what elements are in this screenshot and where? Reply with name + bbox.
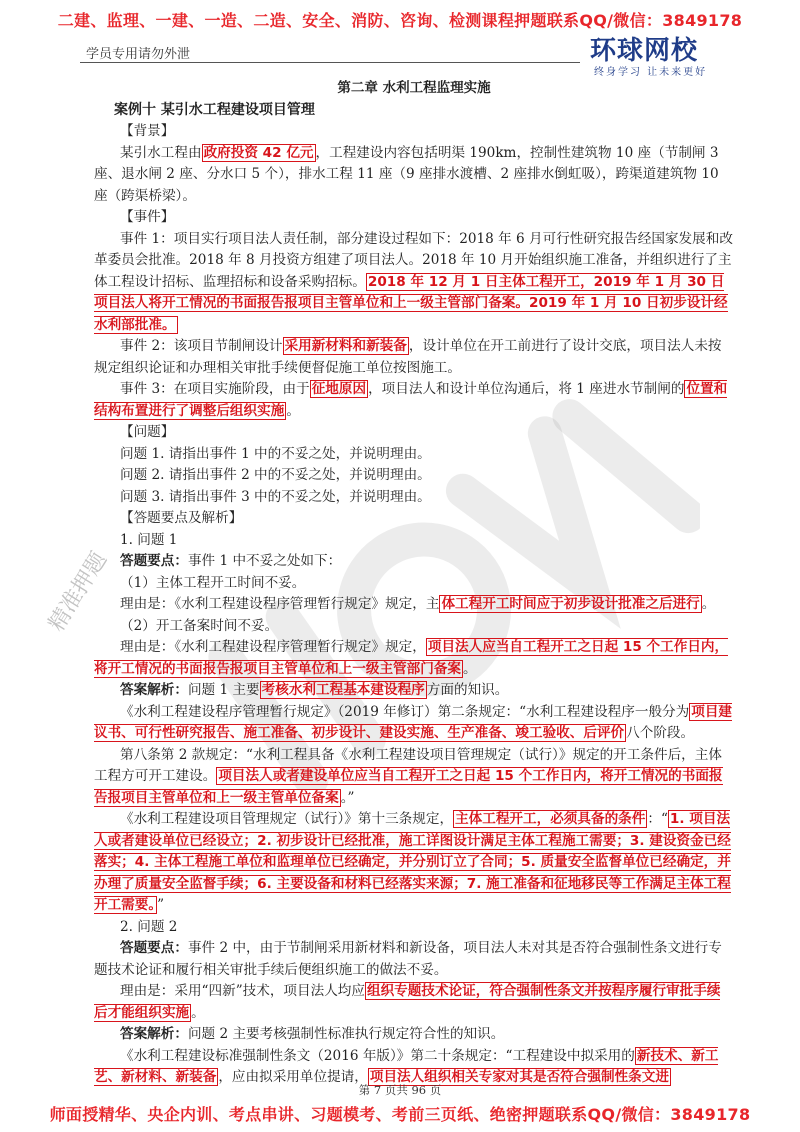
q1-quote-2	[94, 745, 734, 810]
highlight-q1-quote-2: 项目法人或者建设单位应当自工程开工之日起 15 个工作日内，将开工情况的书面报告报项目主管单位和上一级主管单位备案	[94, 768, 723, 806]
case-title: 案例十 某引水工程建设项目管理	[114, 101, 315, 118]
highlight-q1-analysis: 考核水利工程基本建设程序	[261, 682, 425, 698]
q2-reason-end: 。	[191, 1004, 205, 1021]
questions-label: 【问题】	[120, 424, 175, 440]
logo-slogan: 终身学习 让未来更好	[594, 67, 708, 78]
question-item: 问题 3. 请指出事件 3 中的不妥之处，并说明理由。	[120, 488, 431, 505]
event-1-text: 事件 1：项目实行项目法人责任制，部分建设过程如下：2018 年 6 月可行性研究报告经国家发展和改革委员会批准。2018 年 8 月投资方组建了项目法人。2018 年 10 月开始组织施工准备，并组织进行了主体工程设计招标、监理招标和设备采购招标。	[94, 230, 733, 290]
highlight-q1-quote-1: 项目建议书、可行性研究报告、施工准备、初步设计、建设实施、生产准备、竣工验收、后评价	[94, 703, 733, 741]
q1-analysis-text: 问题 1 主要	[187, 682, 260, 698]
header-divider	[80, 62, 580, 63]
highlight-q1-reason-2: 项目法人应当自工程开工之日起 15 个工作日内，将开工情况的书面报告报项目主管单位和上一级主管部门备案	[94, 639, 729, 677]
header-confidential-note: 学员专用请勿外泄	[86, 47, 191, 62]
highlight-event-2: 采用新材料和新装备	[284, 338, 407, 354]
highlight-q1-quote-3a: 主体工程开工，必须具备的条件	[455, 811, 646, 827]
q2-reason	[94, 981, 734, 1024]
q2-analysis-text: 问题 2 主要考核强制性标准执行规定符合性的知识。	[187, 1026, 505, 1042]
q1-reason-2-text: 理由是：《水利工程建设程序管理暂行规定》规定，	[120, 639, 426, 655]
q1-quote-2-text: 第八条第 2 款规定：“水利工程具备《水利工程建设项目管理规定（试行）》规定的开工条件后，主体工程方可开工建设。	[94, 746, 722, 784]
q1-reason-1	[94, 594, 734, 616]
event-2-paragraph	[94, 336, 734, 379]
top-promo-banner: 二建、监理、一建、一造、二造、安全、消防、咨询、检测课程押题联系QQ/微信：3849178	[57, 11, 743, 30]
q2-analysis-label: 答案解析：	[120, 1026, 188, 1042]
event-2-text-rest: ，设计单位在开工前进行了设计交底，项目法人未按规定组织论证和办理相关审批手续便督促施工单位按图施工。	[94, 338, 722, 376]
q2-label: 2. 问题 2	[120, 918, 178, 935]
document-body	[94, 78, 734, 1089]
q1-quote-2-end: 。”	[340, 789, 355, 806]
highlight-q2-quote-a: 新技术、新工艺、新材料、新装备	[94, 1047, 719, 1085]
highlight-q1-quote-3b: 1. 项目法人或者建设单位已经设立；2. 初步设计已经批准，施工详图设计满足主体工程施工需要；3. 建设资金已经落实；4. 主体工程施工单位和监理单位已经确定，并分别订立了合同；5. 质量安全监督单位已经确定，并办理了质量安全监督手续；6. 主要设备和材料已经落实来源；7. 施工准备和征地移民等工作满足主体工程开工需要。	[94, 811, 731, 913]
question-item: 问题 2. 请指出事件 2 中的不妥之处，并说明理由。	[120, 467, 431, 483]
highlight-event-3b: 位置和结构布置进行了调整后组织实施	[94, 381, 728, 419]
q1-analysis	[94, 680, 734, 702]
background-text: 某引水工程由	[120, 144, 202, 161]
q1-reason-1-end: 。	[701, 596, 716, 612]
background-paragraph	[94, 143, 734, 208]
chapter-title: 第二章 水利工程监理实施	[337, 80, 491, 96]
q2-points-label: 答题要点：	[120, 940, 188, 956]
q1-quote-3-mid: ：“	[647, 811, 668, 827]
q1-item-2: （2）开工备案时间不妥。	[120, 617, 279, 634]
highlight-q2-reason: 组织专题技术论证，符合强制性条文并按程序履行审批手续后才能组织实施	[94, 983, 721, 1021]
brand-logo	[590, 30, 740, 80]
highlight-event-1: 2018 年 12 月 1 日主体工程开工，2019 年 1 月 30 日项目法人将开工情况的书面报告报项目主管单位和上一级主管部门备案。2019 年 1 月 10 日初步设计经水利部批准。	[94, 273, 728, 333]
q2-points	[94, 938, 734, 981]
question-item: 问题 1. 请指出事件 1 中的不妥之处，并说明理由。	[120, 445, 431, 462]
highlight-event-3a: 征地原因	[311, 381, 367, 397]
q1-points-text: 事件 1 中不妥之处如下：	[187, 553, 342, 569]
q1-quote-3	[94, 809, 734, 917]
event-1-paragraph	[94, 229, 734, 337]
q1-reason-2-end: 。	[463, 660, 477, 677]
q1-quote-1-end: 八个阶段。	[626, 725, 695, 741]
q1-points-label: 答题要点：	[120, 553, 188, 569]
bottom-promo-banner: 师面授精华、央企内训、考点串讲、习题模考、考前三页纸、绝密押题联系QQ/微信：3849178	[49, 1105, 751, 1124]
q1-quote-1-text: 《水利工程建设程序管理暂行规定》（2019 年修订）第二条规定：“水利工程建设程序一般分为	[120, 703, 690, 720]
q1-quote-3-text: 《水利工程建设项目管理规定（试行）》第十三条规定，	[120, 811, 454, 827]
events-label: 【事件】	[120, 209, 175, 225]
q2-quote-text: 《水利工程建设标准强制性条文（2016 年版）》第二十条规定：“工程建设中拟采用的	[120, 1047, 635, 1064]
logo-name: 环球网校	[590, 36, 699, 66]
highlight-investment: 政府投资 42 亿元	[203, 144, 314, 161]
q1-reason-1-text: 理由是：《水利工程建设程序管理暂行规定》规定，主	[120, 596, 440, 612]
q1-reason-2	[94, 637, 734, 680]
q1-analysis-label: 答案解析：	[120, 682, 188, 698]
event-2-text: 事件 2：该项目节制闸设计	[120, 338, 283, 354]
q1-quote-3-end: ”	[157, 897, 165, 913]
highlight-q1-reason-1: 体工程开工时间应于初步设计批准之后进行	[441, 596, 700, 612]
q2-quote-mid: ，应由拟采用单位提请，	[218, 1069, 368, 1085]
answers-label: 【答题要点及解析】	[120, 510, 243, 526]
background-text-rest: ，工程建设内容包括明渠 190km，控制性建筑物 10 座（节制闸 3 座、退水闸 2 座、分水口 5 个），排水工程 11 座（9 座排水渡槽、2 座排水倒虹吸），跨渠道建筑物 10 座（跨渠桥梁）。	[94, 144, 719, 204]
q1-points	[94, 551, 734, 573]
q1-analysis-end: 方面的知识。	[426, 682, 509, 698]
background-label: 【背景】	[120, 123, 175, 139]
event-3-text-mid: ，项目法人和设计单位沟通后，将 1 座进水节制闸的	[368, 381, 685, 397]
watermark-text: 精准押题	[44, 548, 113, 636]
event-3-text-end: 。	[286, 402, 300, 419]
event-3-paragraph	[94, 379, 734, 422]
q1-item-1: （1）主体工程开工时间不妥。	[120, 574, 306, 591]
event-3-text: 事件 3：在项目实施阶段，由于	[120, 381, 310, 397]
q2-points-text: 事件 2 中，由于节制闸采用新材料和新设备，项目法人未对其是否符合强制性条文进行专题技术论证和履行相关审批手续后便组织施工的做法不妥。	[94, 940, 722, 978]
q2-reason-text: 理由是：采用“四新”技术，项目法人均应	[120, 983, 365, 999]
q2-analysis	[94, 1024, 734, 1046]
highlight-q2-quote-b: 项目法人组织相关专家对其是否符合强制性条文进	[369, 1069, 669, 1085]
q1-quote-1	[94, 702, 734, 745]
page-number: 第 7 页共 96 页	[358, 1083, 442, 1097]
q1-label: 1. 问题 1	[120, 531, 178, 548]
